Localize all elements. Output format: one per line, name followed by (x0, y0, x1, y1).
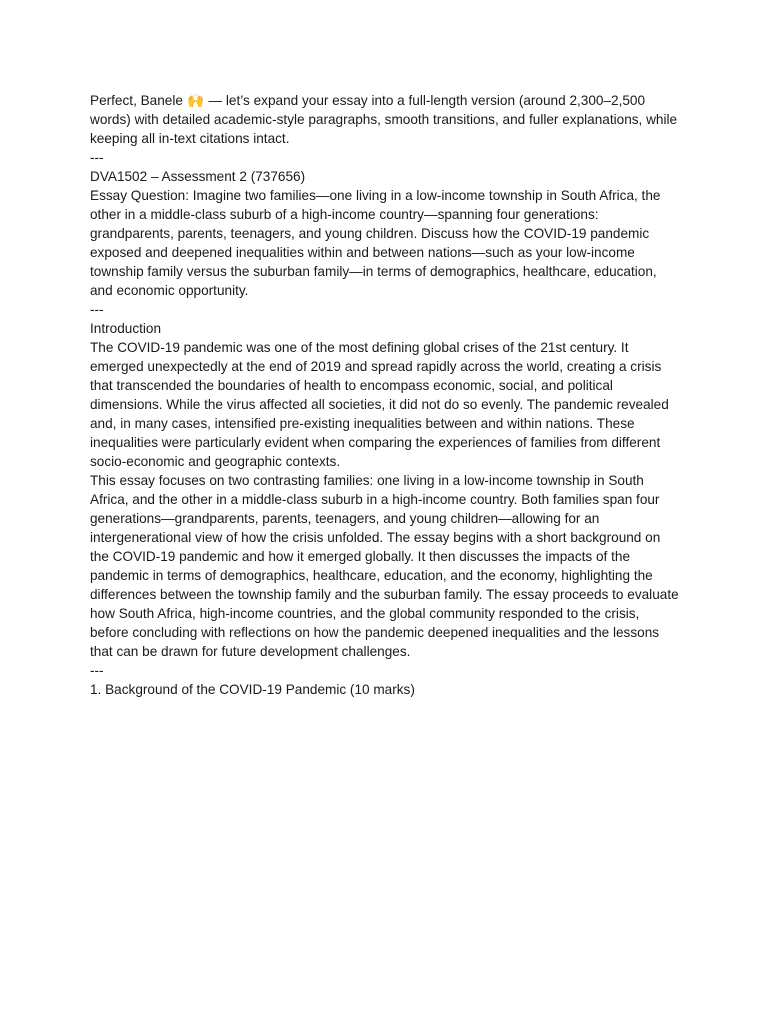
intro-message-rest: — let’s expand your essay into a full-length version (around 2,300–2,500 words) with detailed academic-style paragraphs, smooth transitions, and fuller explanations, while keeping all in-text citations intact. (90, 93, 678, 146)
raised-hands-emoji-icon: 🙌 (187, 93, 205, 108)
document-page (90, 91, 680, 699)
introduction-paragraph-2: This essay focuses on two contrasting families: one living in a low-income township in South Africa, and the other in a middle-class suburb in a high-income country. Both families span four generations—grandparents, parents, teenagers, and young children—allowing for an intergenerational view of how the crisis unfolded. The essay begins with a short background on the COVID-19 pandemic and how it emerged globally. It then discusses the impacts of the pandemic in terms of demographics, healthcare, education, and the economy, highlighting the differences between the township family and the suburban family. The essay proceeds to evaluate how South Africa, high-income countries, and the global community responded to the crisis, before concluding with reflections on how the pandemic deepened inequalities and the lessons that can be drawn for future development challenges. (90, 473, 679, 659)
intro-message (90, 91, 680, 148)
divider-1: --- (90, 150, 104, 165)
introduction-heading: Introduction (90, 321, 162, 336)
divider-2: --- (90, 302, 104, 317)
essay-question: Essay Question: Imagine two families—one living in a low-income township in South Africa, the other in a middle-class suburb of a high-income country—spanning four generations: grandparents, parents, teenagers, and young children. Discuss how the COVID-19 pandemic exposed and deepened inequalities within and between nations—such as your low-income township family versus the suburban family—in terms of demographics, healthcare, education, and economic opportunity. (90, 188, 661, 298)
intro-message-start: Perfect, Banele (90, 93, 187, 108)
assessment-title: DVA1502 – Assessment 2 (737656) (90, 169, 306, 184)
divider-3: --- (90, 663, 104, 678)
introduction-paragraph-1: The COVID-19 pandemic was one of the most defining global crises of the 21st century. It emerged unexpectedly at the end of 2019 and spread rapidly across the world, creating a crisis that transcended the boundaries of health to encompass economic, social, and political dimensions. While the virus affected all societies, it did not do so evenly. The pandemic revealed and, in many cases, intensified pre-existing inequalities between and within nations. These inequalities were particularly evident when comparing the experiences of families from different socio-economic and geographic contexts. (90, 340, 669, 469)
section-1-heading: 1. Background of the COVID-19 Pandemic (10 marks) (90, 682, 415, 697)
